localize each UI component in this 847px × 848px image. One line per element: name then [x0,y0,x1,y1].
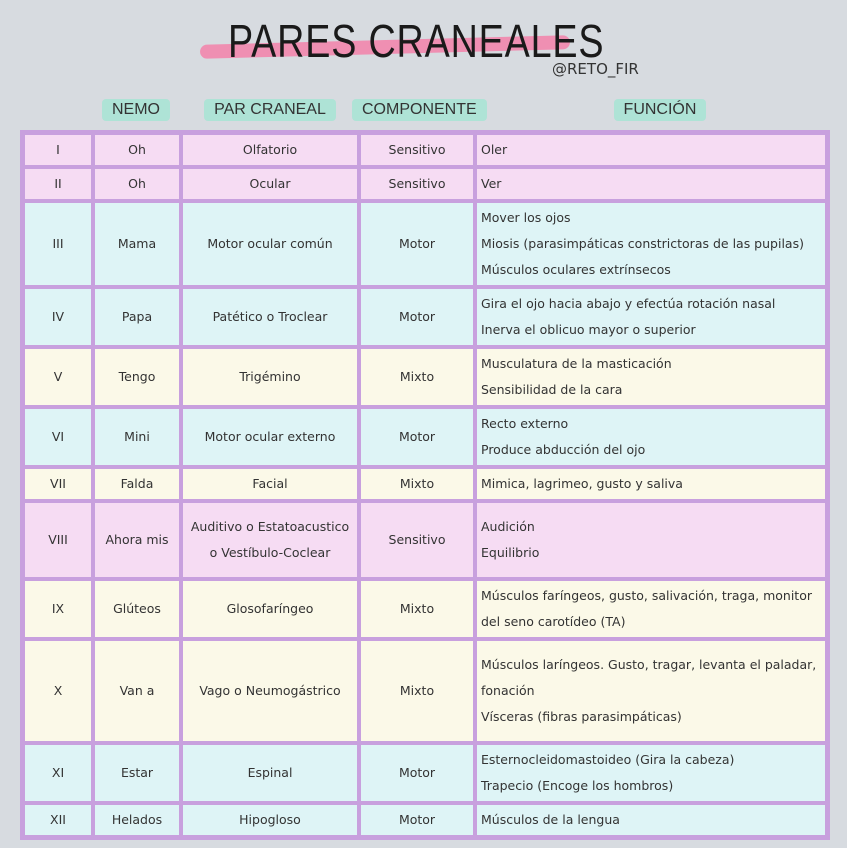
function [475,133,827,167]
function-line: Audición [481,519,535,534]
table-row [23,743,827,803]
function [475,287,827,347]
mnemonic: Oh [93,133,181,167]
function [475,579,827,639]
component: Motor [359,407,475,467]
mnemonic: Glúteos [93,579,181,639]
table-row [23,579,827,639]
function-line: Equilibrio [481,545,540,560]
page-title: PARES CRANEALES [228,15,605,67]
mnemonic: Mini [93,407,181,467]
function [475,743,827,803]
component: Mixto [359,579,475,639]
column-header-par-craneal: PAR CRANEAL [190,98,350,122]
function-line: Recto externo [481,416,569,431]
component: Mixto [359,347,475,407]
function [475,501,827,579]
table-row [23,467,827,501]
mnemonic: Oh [93,167,181,201]
function-line: Músculos laríngeos. Gusto, tragar, levanta el paladar, fonación [481,657,817,698]
nerve-number: IV [23,287,93,347]
function-line: Vísceras (fibras parasimpáticas) [481,709,682,724]
function [475,201,827,287]
nerve-name: Motor ocular común [181,201,359,287]
function-line: Musculatura de la masticación [481,356,672,371]
nerve-name: Vago o Neumogástrico [181,639,359,743]
header [0,0,847,90]
nerve-number: XI [23,743,93,803]
component: Mixto [359,639,475,743]
component: Motor [359,287,475,347]
function-line: Esternocleidomastoideo (Gira la cabeza) [481,752,735,767]
function-line: Mover los ojos [481,210,571,225]
function [475,167,827,201]
mnemonic: Ahora mis [93,501,181,579]
mnemonic: Helados [93,803,181,837]
nerve-number: VI [23,407,93,467]
function [475,347,827,407]
mnemonic: Estar [93,743,181,803]
author-handle: @RETO_FIR [552,60,639,78]
nerve-number: V [23,347,93,407]
function [475,467,827,501]
nerve-number: XII [23,803,93,837]
function-line: Produce abducción del ojo [481,442,646,457]
table-row [23,167,827,201]
nerve-name: Facial [181,467,359,501]
function-line: Miosis (parasimpáticas constrictoras de las pupilas) [481,236,804,251]
table-row [23,133,827,167]
cranial-nerves-table [20,130,830,840]
column-header-funcion: FUNCIÓN [560,98,760,122]
function-line: Trapecio (Encoge los hombros) [481,778,674,793]
column-header-nemo: NEMO [92,98,180,122]
component: Mixto [359,467,475,501]
component: Sensitivo [359,167,475,201]
nerve-number: I [23,133,93,167]
function [475,639,827,743]
nerve-number: IX [23,579,93,639]
function-line: Sensibilidad de la cara [481,382,623,397]
component: Motor [359,743,475,803]
table-row [23,803,827,837]
mnemonic: Tengo [93,347,181,407]
function-line: Músculos de la lengua [481,812,620,827]
nerve-name: Hipogloso [181,803,359,837]
function-line: Oler [481,142,508,157]
nerve-name: Glosofaríngeo [181,579,359,639]
table-row [23,501,827,579]
nerve-name: Espinal [181,743,359,803]
table-row [23,287,827,347]
table-row [23,639,827,743]
function-line: Músculos faríngeos, gusto, salivación, traga, monitor del seno carotídeo (TA) [481,588,812,629]
nerve-number: III [23,201,93,287]
nerve-name: Auditivo o Estatoacustico o Vestíbulo-Coclear [181,501,359,579]
mnemonic: Mama [93,201,181,287]
nerve-name: Olfatorio [181,133,359,167]
mnemonic: Falda [93,467,181,501]
nerve-number: II [23,167,93,201]
nerve-name: Motor ocular externo [181,407,359,467]
function-line: Ver [481,176,502,191]
function-line: Inerva el oblicuo mayor o superior [481,322,696,337]
function-line: Gira el ojo hacia abajo y efectúa rotación nasal [481,296,776,311]
function [475,407,827,467]
component: Motor [359,201,475,287]
function [475,803,827,837]
nerve-number: X [23,639,93,743]
table-row [23,347,827,407]
mnemonic: Van a [93,639,181,743]
nerve-name: Patético o Troclear [181,287,359,347]
function-line: Músculos oculares extrínsecos [481,262,671,277]
table-row [23,201,827,287]
function-line: Mimica, lagrimeo, gusto y saliva [481,476,683,491]
component: Sensitivo [359,133,475,167]
column-header-componente: COMPONENTE [352,98,476,122]
nerve-number: VII [23,467,93,501]
nerve-name: Trigémino [181,347,359,407]
nerve-name: Ocular [181,167,359,201]
table-row [23,407,827,467]
component: Sensitivo [359,501,475,579]
component: Motor [359,803,475,837]
nerve-number: VIII [23,501,93,579]
mnemonic: Papa [93,287,181,347]
